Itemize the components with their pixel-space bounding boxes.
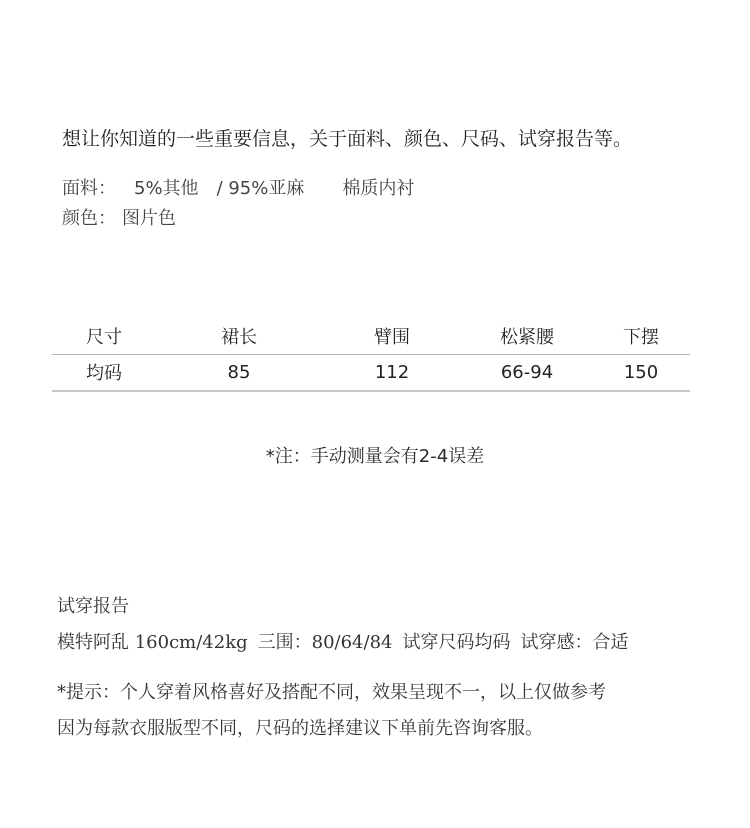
- size-table: [52, 318, 690, 392]
- report-details: [57, 628, 628, 654]
- tip-line-2: 因为每款衣服版型不同，尺码的选择建议下单前先咨询客服。: [57, 718, 543, 739]
- cell-arm: 112: [322, 354, 462, 391]
- color-label: 颜色：: [62, 208, 116, 229]
- cell-size: 均码: [52, 354, 156, 391]
- measurement-note: *注：手动测量会有2-4误差: [265, 446, 485, 467]
- size-table-header: [52, 318, 690, 354]
- header-length: 裙长: [156, 318, 322, 354]
- intro-text: 想让你知道的一些重要信息，关于面料、颜色、尺码、试穿报告等。: [62, 128, 633, 150]
- tip-line-1: *提示：个人穿着风格喜好及搭配不同，效果呈现不一，以上仅做参考: [57, 682, 606, 703]
- report-title: 试穿报告: [57, 596, 129, 617]
- fabric-part-other: 5%其他: [134, 178, 199, 199]
- table-row: [52, 354, 690, 391]
- header-waist: 松紧腰: [462, 318, 592, 354]
- fabric-part-linen: / 95%亚麻: [216, 178, 305, 199]
- color-info: [62, 204, 176, 230]
- cell-length: 85: [156, 354, 322, 391]
- cell-waist: 66-94: [462, 354, 592, 391]
- header-hem: 下摆: [592, 318, 690, 354]
- header-arm: 臂围: [322, 318, 462, 354]
- fabric-label: 面料：: [62, 178, 116, 199]
- color-value: 图片色: [122, 208, 176, 229]
- report-fit: 试穿感：合适: [520, 632, 629, 653]
- fabric-lining: 棉质内衬: [342, 178, 415, 199]
- header-size: 尺寸: [52, 318, 156, 354]
- cell-hem: 150: [592, 354, 690, 391]
- report-model: 模特阿乱 160cm/42kg: [57, 632, 248, 653]
- report-measurements: 三围：80/64/84: [257, 632, 393, 653]
- fabric-info: [62, 174, 414, 200]
- report-tried-size: 试穿尺码均码: [402, 632, 511, 653]
